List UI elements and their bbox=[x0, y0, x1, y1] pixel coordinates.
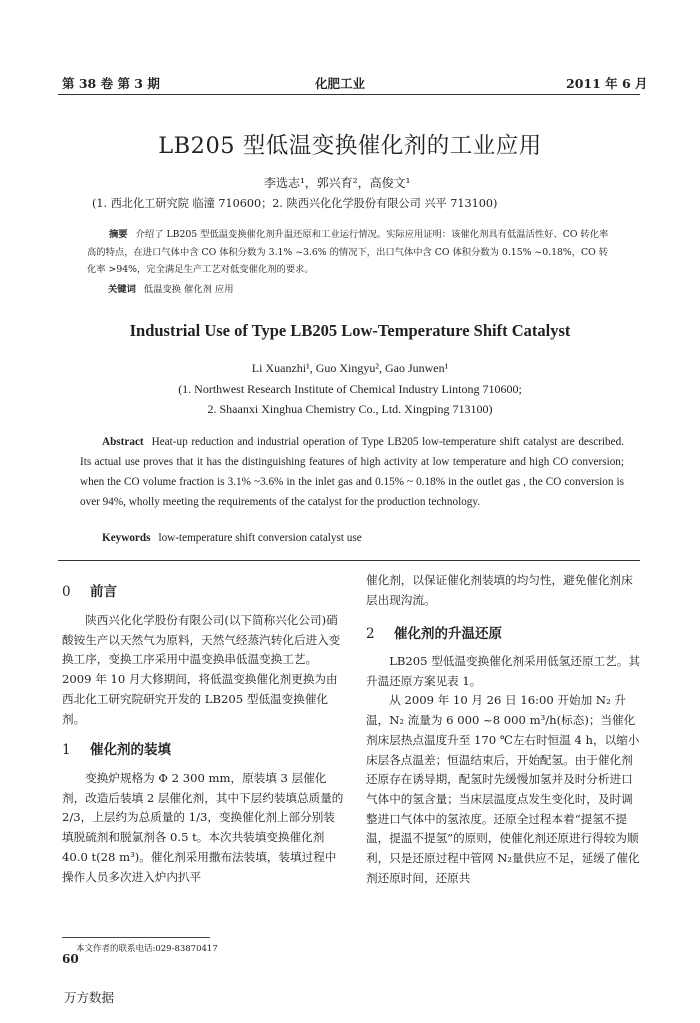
section-0-paragraph: 陕西兴化化学股份有限公司(以下简称兴化公司)硝酸铵生产以天然气为原料，天然气经蒸汽转化后进入变换工序，变换工序采用中温变换串低温变换工艺。2009 年 10 月大修期间，将低温变换催化剂更换为由西北化工研究院研究开发的 LB205 型低温变换催化剂。 bbox=[62, 613, 341, 726]
footnote: 本文作者的联系电话:029-83870417 bbox=[76, 944, 218, 954]
section-2-body bbox=[366, 652, 642, 888]
journal-volume: 第 38 卷 第 3 期 bbox=[62, 76, 160, 91]
keywords-en bbox=[102, 532, 362, 544]
right-column-continuation: 催化剂，以保证催化剂装填的均匀性，避免催化剂床层出现沟流。 bbox=[366, 573, 633, 607]
journal-name: 化肥工业 bbox=[315, 76, 366, 91]
section-1-body bbox=[62, 769, 344, 887]
section-0-heading bbox=[62, 580, 117, 600]
section-2-paragraph-2: 从 2009 年 10 月 26 日 16:00 开始加 N₂ 升温，N₂ 流量为 6 000 ~8 000 m³/h(标态)；当催化剂床层热点温度升至 170 ℃左右时恒温 4 h，以缩小床层各点温差；恒温结束后，开始配氢。由于催化剂还原存在诱导期，配氢时先缓慢加氢并及时分析进口气体中的氢含量；当床层温度点发生变化时，及时调整进口气体中的氢浓度。还原全过程本着“提氢不提温，提温不提氢”的原则，使催化剂还原进行得较为顺利，只是还原过程中管网 N₂量供应不足，延缓了催化剂还原时间，还原共 bbox=[366, 693, 640, 885]
abstract-en-label: Abstract bbox=[102, 436, 144, 448]
abstract-rule bbox=[58, 560, 640, 561]
footnote-rule bbox=[62, 937, 210, 938]
english-title: Industrial Use of Type LB205 Low-Temperature Shift Catalyst bbox=[129, 321, 571, 340]
section-0-number: 0 bbox=[62, 584, 71, 600]
section-1-heading bbox=[62, 738, 171, 758]
authors-en: Li Xuanzhi¹, Guo Xingyu², Gao Junwen¹ bbox=[251, 361, 449, 375]
keywords-zh bbox=[108, 281, 234, 295]
page-number: 60 bbox=[62, 952, 79, 966]
page-title: LB205 型低温变换催化剂的工业应用 bbox=[158, 133, 542, 159]
journal-date: 2011 年 6 月 bbox=[566, 76, 648, 91]
abstract-zh-text: 介绍了 LB205 型低温变换催化剂升温还原和工业运行情况。实际应用证明：该催化剂具有低温活性好、CO 转化率高的特点，在进口气体中含 CO 体积分数为 3.1% ~3.6% 的情况下，出口气体中含 CO 体积分数为 0.15% ~0.18%，CO 转化率 >94%，完全满足生产工艺对低变催化剂的要求。 bbox=[87, 229, 609, 275]
keywords-zh-label: 关键词 bbox=[108, 284, 136, 295]
watermark: 万方数据 bbox=[64, 990, 115, 1005]
keywords-zh-text: 低温变换 催化剂 应用 bbox=[143, 284, 234, 295]
section-1-paragraph: 变换炉规格为 Φ 2 300 mm，原装填 3 层催化剂，改造后装填 2 层催化剂，其中下层约装填总质量的 2/3，上层约为总质量的 1/3，变换催化剂上部分别装填脱硫剂和脱氯剂各 0.5 t。本次共装填变换催化剂 40.0 t(28 m³)。催化剂采用撒布法装填，装填过程中操作人员多次进入炉内扒平 bbox=[62, 771, 344, 884]
section-2-heading bbox=[366, 622, 502, 642]
section-2-title: 催化剂的升温还原 bbox=[394, 626, 502, 642]
section-2-number: 2 bbox=[366, 626, 375, 642]
abstract-en bbox=[80, 432, 624, 512]
affiliation-en-1: (1. Northwest Research Institute of Chemical Industry Lintong 710600; bbox=[178, 382, 522, 396]
keywords-en-text: low-temperature shift conversion catalyst use bbox=[158, 532, 362, 544]
abstract-zh-label: 摘要 bbox=[109, 229, 128, 240]
header-rule bbox=[58, 94, 640, 95]
section-1-number: 1 bbox=[62, 742, 71, 758]
affiliation-en-2: 2. Shaanxi Xinghua Chemistry Co., Ltd. Xingping 713100) bbox=[207, 402, 493, 416]
section-2-paragraph-1: LB205 型低温变换催化剂采用低氢还原工艺。其升温还原方案见表 1。 bbox=[366, 654, 640, 688]
section-0-title: 前言 bbox=[90, 584, 117, 600]
section-1-title: 催化剂的装填 bbox=[90, 742, 171, 758]
abstract-zh bbox=[87, 226, 617, 279]
abstract-en-text: Heat-up reduction and industrial operation of Type LB205 low-temperature shift catalyst are described. Its actual use proves that it has the distinguishing features of high activity at low temperature and high CO conversion; when the CO volume fraction is 3.1% ~3.6% in the inlet gas and 0.15% ~ 0.18% in the outlet gas , the CO conversion is over 94%, wholly meeting the requirements of the catalyst for the production technology. bbox=[80, 436, 624, 508]
authors-zh: 李选志¹，郭兴育²，高俊文¹ bbox=[264, 176, 411, 190]
keywords-en-label: Keywords bbox=[102, 532, 151, 544]
section-0-body bbox=[62, 611, 344, 729]
affiliation-zh: (1. 西北化工研究院 临潼 710600；2. 陕西兴化化学股份有限公司 兴平 713100) bbox=[92, 197, 498, 210]
